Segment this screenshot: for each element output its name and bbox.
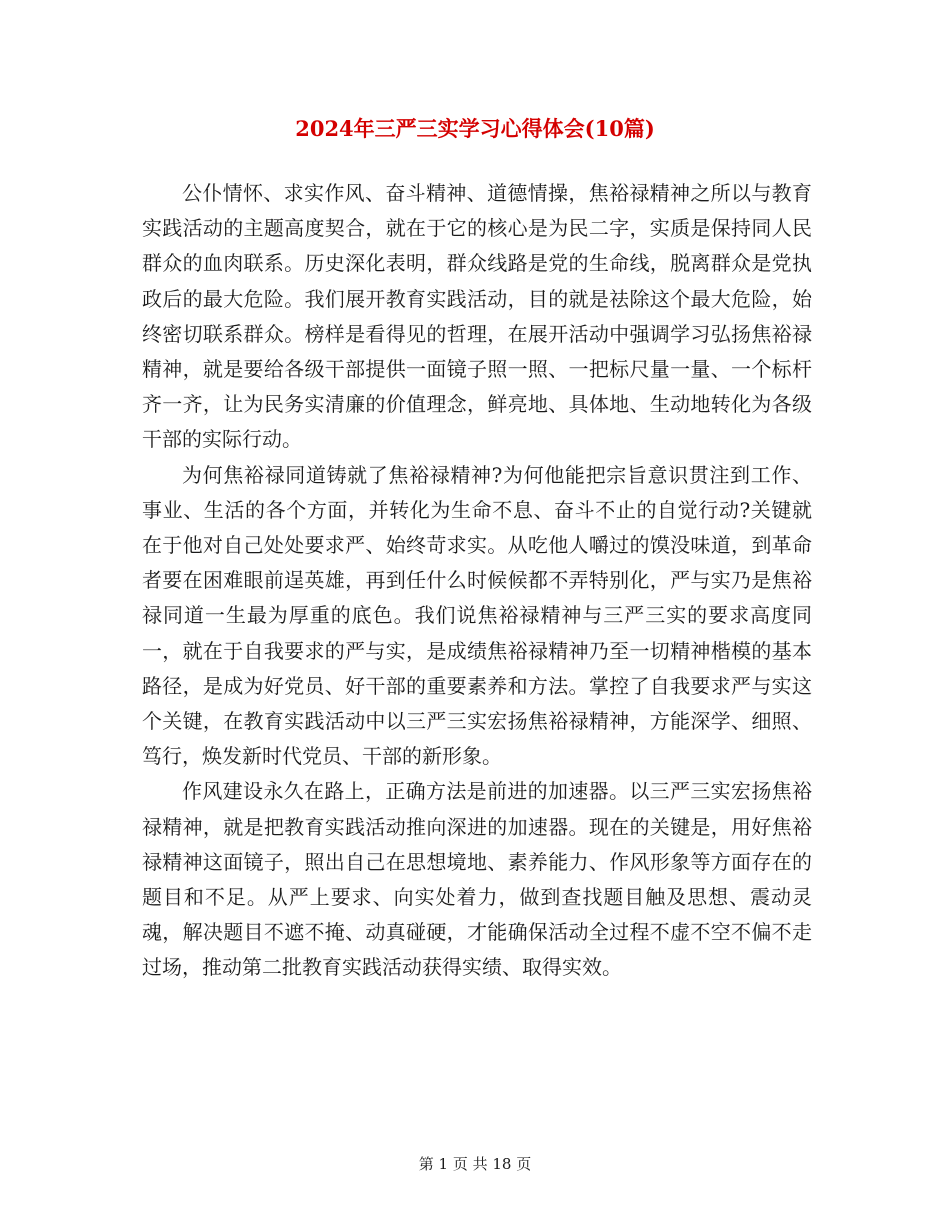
document-title: 2024年三严三实学习心得体会(10篇) bbox=[295, 116, 655, 141]
paragraph-1: 公仆情怀、求实作风、奋斗精神、道德情操，焦裕禄精神之所以与教育实践活动的主题高度契合，就在于它的核心是为民二字，实质是保持同人民群众的血肉联系。历史深化表明，群众线路是党的生命线，脱离群众是党执政后的最大危险。我们展开教育实践活动，目的就是祛除这个最大危险，始终密切联系群众。榜样是看得见的哲理，在展开活动中强调学习弘扬焦裕禄精神，就是要给各级干部提供一面镜子照一照、一把标尺量一量、一个标杆齐一齐，让为民务实清廉的价值理念，鲜亮地、具体地、生动地转化为各级干部的实际行动。 bbox=[142, 181, 812, 452]
paragraph-2: 为何焦裕禄同道铸就了焦裕禄精神?为何他能把宗旨意识贯注到工作、事业、生活的各个方面，并转化为生命不息、奋斗不止的自觉行动?关键就在于他对自己处处要求严、始终苛求实。从吃他人嚼过的馍没味道，到革命者要在困难眼前逞英雄，再到任什么时候候都不弄特别化，严与实乃是焦裕禄同道一生最为厚重的底色。我们说焦裕禄精神与三严三实的要求高度同一，就在于自我要求的严与实，是成绩焦裕禄精神乃至一切精神楷模的基本路径，是成为好党员、好干部的重要素养和方法。掌控了自我要求严与实这个关键，在教育实践活动中以三严三实宏扬焦裕禄精神，方能深学、细照、笃行，焕发新时代党员、干部的新形象。 bbox=[142, 462, 812, 769]
paragraph-3: 作风建设永久在路上，正确方法是前进的加速器。以三严三实宏扬焦裕禄精神，就是把教育实践活动推向深进的加速器。现在的关键是，用好焦裕禄精神这面镜子，照出自己在思想境地、素养能力、作风形象等方面存在的题目和不足。从严上要求、向实处着力，做到查找题目触及思想、震动灵魂，解决题目不遮不掩、动真碰硬，才能确保活动全过程不虚不空不偏不走过场，推动第二批教育实践活动获得实绩、取得实效。 bbox=[142, 779, 812, 980]
document-body bbox=[142, 176, 812, 986]
page-number-footer: 第 1 页 共 18 页 bbox=[418, 1155, 532, 1173]
